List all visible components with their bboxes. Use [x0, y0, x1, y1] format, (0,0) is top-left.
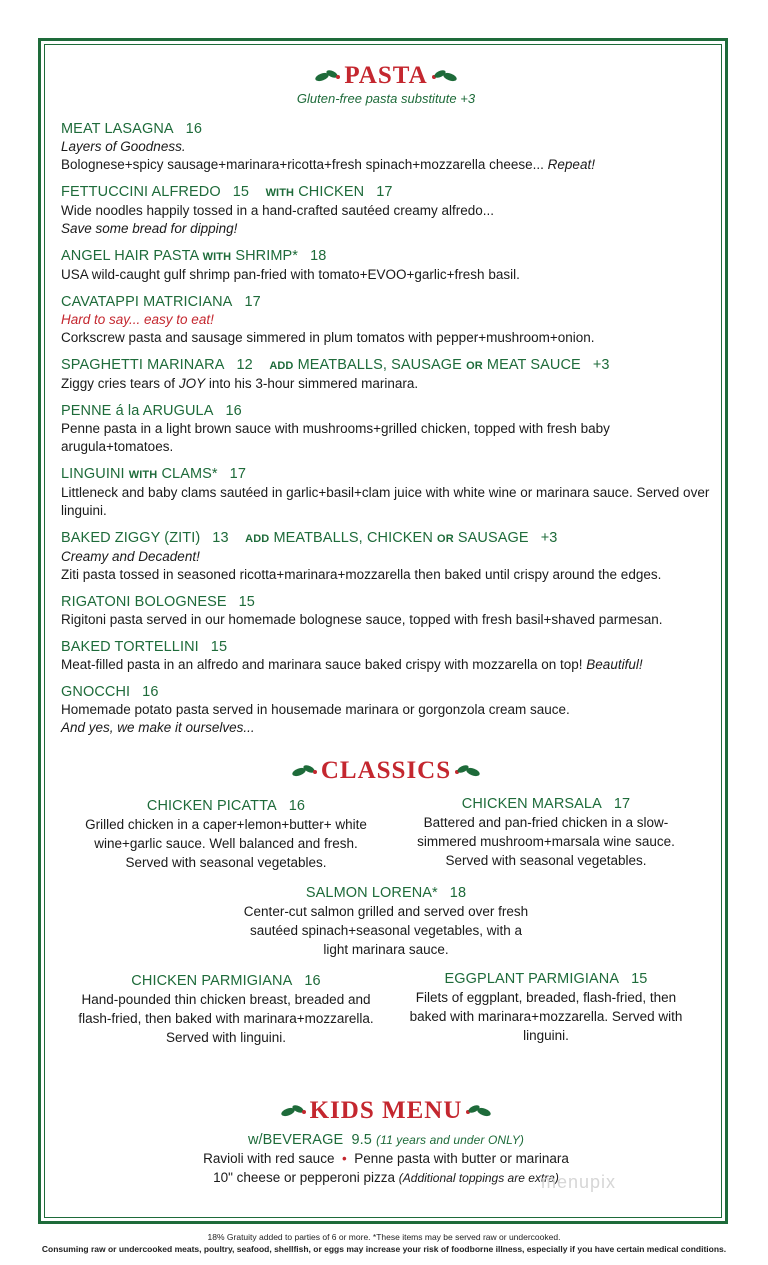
item-price: 15: [238, 594, 255, 610]
menu-item: [61, 465, 711, 520]
item-extra-price: +3: [540, 530, 558, 546]
item-heading: [61, 402, 711, 420]
item-desc-post: into his 3-hour simmered marinara.: [208, 376, 419, 391]
item-name: BAKED TORTELLINI: [61, 639, 199, 655]
item-desc-text: Bolognese+spicy sausage+marinara+ricotta+fresh spinach+mozzarella cheese...: [61, 157, 544, 172]
item-description: Filets of eggplant, breaded, flash-fried, then baked with marinara+mozzarella. Served with linguini.: [409, 990, 683, 1043]
classic-item: [76, 972, 376, 1047]
classic-item: [76, 797, 376, 872]
item-heading: [61, 120, 711, 138]
leaf-left-icon: [280, 1103, 306, 1119]
item-heading: [61, 529, 711, 548]
kids-item-penne: Penne pasta with butter or marinara: [354, 1151, 569, 1166]
leaf-left-icon: [314, 68, 340, 84]
kids-item-pizza: 10" cheese or pepperoni pizza: [213, 1170, 396, 1185]
item-name: PENNE á la ARUGULA: [61, 403, 214, 419]
item-description: Rigitoni pasta served in our homemade bolognese sauce, topped with fresh basil+shaved parmesan.: [61, 612, 663, 627]
item-extra2: SAUSAGE: [457, 530, 529, 546]
item-description: Corkscrew pasta and sausage simmered in plum tomatos with pepper+mushroom+onion.: [61, 330, 595, 345]
item-price: 15: [232, 184, 250, 200]
item-desc-emphasis: Repeat!: [547, 157, 595, 172]
pasta-subtitle: Gluten-free pasta substitute +3: [296, 91, 476, 106]
item-heading: [76, 797, 376, 815]
item-heading: [406, 970, 686, 988]
kids-title-text: KIDS MENU: [309, 1097, 463, 1124]
item-description: Ziti pasta tossed in seasoned ricotta+marinara+mozzarella then baked until crispy around the edges.: [61, 567, 662, 582]
item-name: GNOCCHI: [61, 684, 131, 700]
classic-item: [401, 795, 691, 870]
pasta-title: [61, 60, 711, 92]
kids-heading: [61, 1131, 711, 1149]
item-name: CHICKEN MARSALA: [461, 796, 602, 812]
item-price: 13: [212, 530, 229, 546]
item-description: Center-cut salmon grilled and served over fresh sautéed spinach+seasonal vegetables, with a light marinara sauce.: [243, 904, 529, 957]
kids-line-1: [61, 1149, 711, 1168]
item-name: MEAT LASAGNA: [61, 121, 174, 137]
kids-note: (11 years and under ONLY): [376, 1133, 525, 1147]
item-heading: [61, 683, 711, 701]
item-heading: [61, 593, 711, 611]
item-name: RIGATONI BOLOGNESE: [61, 594, 227, 610]
item-description: Homemade potato pasta served in housemade marinara or gorgonzola cream sauce.: [61, 702, 570, 717]
menu-item: [61, 183, 711, 238]
item-tagline: Save some bread for dipping!: [61, 221, 238, 236]
item-heading: [61, 293, 711, 311]
item-description: Battered and pan-fried chicken in a slow-simmered mushroom+marsala wine sauce. Served with seasonal vegetables.: [417, 815, 675, 868]
item-price: 18: [310, 248, 327, 264]
item-price: 12: [236, 357, 253, 373]
item-with: WITH: [202, 251, 232, 263]
leaf-left-icon: [291, 763, 317, 779]
item-description: Littleneck and baby clams sautéed in garlic+basil+clam juice with white wine or marinara sauce. Served over linguini.: [61, 485, 710, 518]
item-extra-price: 17: [376, 184, 393, 200]
item-heading: [61, 247, 711, 266]
item-extra: CHICKEN: [298, 184, 365, 200]
leaf-right-icon: [466, 1103, 492, 1119]
item-price: 17: [613, 796, 631, 812]
item-tagline: And yes, we make it ourselves...: [61, 720, 255, 735]
item-name: SALMON LORENA*: [305, 885, 438, 901]
item-heading: [236, 884, 536, 902]
menu-item: [61, 529, 711, 584]
menu-item: [61, 593, 711, 629]
kids-price: 9.5: [351, 1132, 372, 1148]
classic-item: [236, 884, 536, 959]
kids-item-ravioli: Ravioli with red sauce: [203, 1151, 335, 1166]
menu-item: [61, 247, 711, 284]
menu-item: [61, 356, 711, 393]
kids-pizza-note: (Additional toppings are extra): [398, 1171, 559, 1185]
item-desc-text: Meat-filled pasta in an alfredo and marinara sauce baked crispy with mozzarella on top!: [61, 657, 583, 672]
item-description: [61, 656, 711, 674]
item-name: EGGPLANT PARMIGIANA: [444, 971, 620, 987]
item-description: Grilled chicken in a caper+lemon+butter+ white wine+garlic sauce. Well balanced and fresh. Served with seasonal vegetables.: [85, 817, 367, 870]
item-heading: [61, 356, 711, 375]
item-price: 16: [185, 121, 203, 137]
kids-title: [61, 1095, 711, 1127]
item-price: 18: [449, 885, 467, 901]
footer-line-1: 18% Gratuity added to parties of 6 or more. *These items may be served raw or undercooked.: [207, 1232, 561, 1242]
item-name: LINGUINI: [61, 466, 125, 482]
pasta-title-text: PASTA: [344, 62, 428, 89]
item-desc-emphasis: JOY: [178, 376, 206, 391]
item-name: CHICKEN PICATTA: [146, 798, 277, 814]
item-name: CHICKEN PARMIGIANA: [131, 973, 293, 989]
item-heading: [61, 638, 711, 656]
item-name: FETTUCCINI ALFREDO: [61, 184, 221, 200]
item-desc-pre: Ziggy cries tears of: [61, 376, 176, 391]
classics-title: [61, 755, 711, 787]
item-tagline: Hard to say... easy to eat!: [61, 312, 214, 327]
item-name: CAVATAPPI MATRICIANA: [61, 294, 233, 310]
item-price: 15: [631, 971, 648, 987]
item-extra: MEATBALLS, CHICKEN: [273, 530, 433, 546]
item-price: 15: [210, 639, 228, 655]
item-price: 17: [229, 466, 246, 482]
item-description: USA wild-caught gulf shrimp pan-fried with tomato+EVOO+garlic+fresh basil.: [61, 267, 520, 282]
item-description: Hand-pounded thin chicken breast, breaded and flash-fried, then baked with marinara+mozzarella. Served with linguini.: [78, 992, 374, 1045]
menu-item: [61, 120, 711, 174]
classic-item: [406, 970, 686, 1045]
item-tagline: Layers of Goodness.: [61, 139, 186, 154]
item-price: 16: [142, 684, 159, 700]
item-price: 16: [288, 798, 306, 814]
item-heading: [76, 972, 376, 990]
item-price: 16: [304, 973, 321, 989]
footer: [0, 1231, 768, 1255]
item-description: [61, 156, 711, 174]
item-with: WITH: [265, 187, 295, 199]
leaf-right-icon: [432, 68, 458, 84]
item-extra-price: +3: [592, 357, 610, 373]
watermark-logo: menupix: [541, 1172, 617, 1192]
item-heading: [401, 795, 691, 813]
menu-item: [61, 638, 711, 674]
item-or: OR: [437, 533, 454, 545]
item-heading: [61, 465, 711, 484]
item-extra2: MEAT SAUCE: [486, 357, 581, 373]
item-heading: [61, 183, 711, 202]
menu-item: [61, 402, 711, 456]
leaf-right-icon: [455, 763, 481, 779]
menu-content: [61, 60, 711, 1188]
item-name: ANGEL HAIR PASTA: [61, 248, 199, 264]
item-add: ADD: [245, 533, 270, 545]
item-description: Wide noodles happily tossed in a hand-crafted sautéed creamy alfredo...: [61, 203, 495, 218]
bullet-icon: •: [341, 1151, 347, 1166]
item-tagline: Creamy and Decadent!: [61, 549, 200, 564]
item-with: WITH: [128, 469, 158, 481]
item-or: OR: [466, 360, 483, 372]
footer-line-2: Consuming raw or undercooked meats, poultry, seafood, shellfish, or eggs may increase your risk of foodborne illness, especially if you have certain medical conditions.: [41, 1244, 727, 1254]
item-extra: CLAMS*: [161, 466, 218, 482]
item-description: [61, 375, 711, 393]
menu-item: [61, 293, 711, 347]
item-add: ADD: [269, 360, 294, 372]
classics-title-text: CLASSICS: [320, 757, 452, 784]
menu-item: [61, 683, 711, 737]
item-extra: SHRIMP*: [235, 248, 299, 264]
item-desc-emphasis: Beautiful!: [586, 657, 643, 672]
item-extra: MEATBALLS, SAUSAGE: [297, 357, 462, 373]
item-name: BAKED ZIGGY (ZITI): [61, 530, 201, 546]
kids-head: w/BEVERAGE: [247, 1132, 344, 1148]
item-price: 16: [225, 403, 242, 419]
item-name: SPAGHETTI MARINARA: [61, 357, 225, 373]
classics-grid: [61, 787, 711, 1045]
item-description: Penne pasta in a light brown sauce with mushrooms+grilled chicken, topped with fresh baby arugula+tomatoes.: [61, 421, 610, 454]
item-price: 17: [244, 294, 261, 310]
